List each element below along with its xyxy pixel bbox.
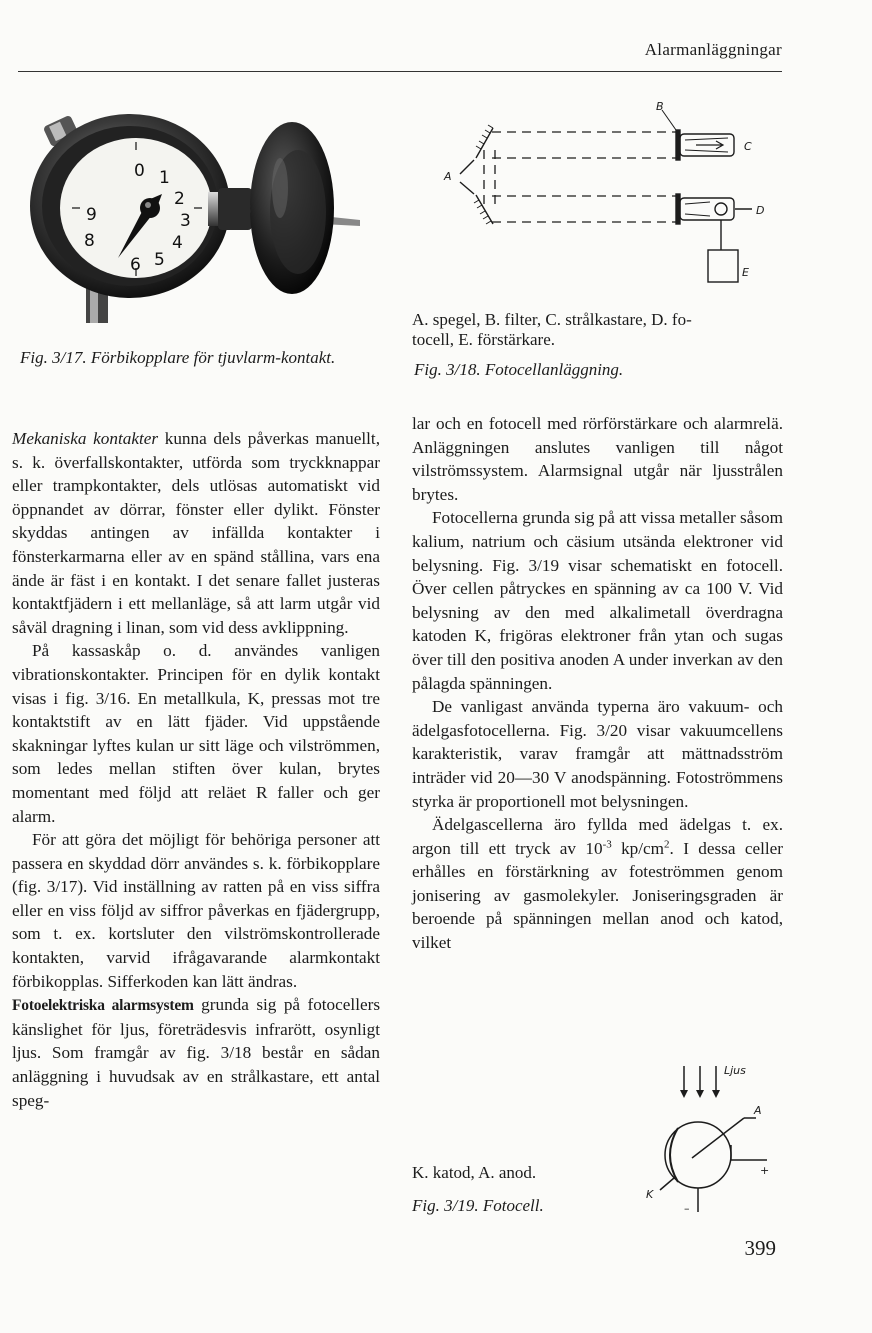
amplifier-e	[708, 250, 738, 282]
adelgas-text-2: . I dessa celler erhålles en förstärkning av foteströmmen genom jonisering av gasmolekyler. Joniseringsgraden är beroende på spänningen mellan anod och katod, vilket	[412, 838, 783, 953]
label-plus: +	[760, 1164, 770, 1177]
running-header: Alarmanläggningar	[644, 40, 782, 59]
term-mekaniska: Mekaniska kontakter	[12, 429, 159, 448]
dial-number-9: 9	[86, 205, 97, 225]
label-c: C	[744, 140, 752, 153]
term-fotoelektriska: Fotoelektriska alarmsystem	[12, 997, 194, 1015]
bypass-switch-illustration	[22, 108, 370, 328]
dial-number-6: 6	[130, 255, 141, 275]
dial-number-3: 3	[180, 211, 191, 231]
dial-number-2: 2	[174, 189, 185, 209]
figure-3-17-photo	[22, 108, 370, 328]
dial-number-1: 1	[159, 168, 170, 188]
dial-number-5: 5	[154, 250, 165, 270]
label-b: B	[656, 100, 664, 113]
paragraph-mekaniska-text: kunna dels påverkas manuellt, s. k. överfallskontakter, utförda som tryckknappar eller trampkontakter, dels utlösas automatiskt vid öppnandet av dörrar, fönster eller dylikt. Fönster skyddas antingen av infällda kontakter i fönsterkarmarna eller av en spänd stållina, vars ena ände är fäst i en kontakt. I det senare fallet justeras kontaktfjädern i ett mellanläge, så att larm utgår vid såväl dragning i linan, som vid dess avklippning.	[12, 429, 380, 637]
figure-3-19-legend: K. katod, A. anod.	[412, 1163, 537, 1182]
label-d: D	[756, 204, 765, 217]
figure-3-19-caption: Fig. 3/19. Fotocell.	[412, 1196, 544, 1215]
legend-line-2: tocell, E. förstärkare.	[412, 330, 556, 349]
figure-3-18-legend	[412, 310, 784, 350]
anode	[692, 1118, 744, 1158]
label-e: E	[742, 266, 749, 279]
label-ljus: Ljus	[724, 1064, 746, 1077]
figure-3-18-diagram	[440, 100, 780, 300]
label-cathode-k: K	[646, 1188, 654, 1201]
paragraph-fotoelektriska	[12, 993, 380, 1112]
dial-number-8: 8	[84, 231, 95, 251]
label-minus: –	[684, 1202, 690, 1215]
light-arrows	[684, 1066, 716, 1092]
dial-number-4: 4	[172, 233, 183, 253]
paragraph-speglar: lar och en fotocell med rörförstärkare och alarmrelä. Anläggningen anslutes vanligen till något vilströmssystem. Alarmsignal utgår när ljusstrålen brytes.	[412, 414, 783, 504]
label-anode-a: A	[754, 1104, 762, 1117]
paragraph-fotocellerna: Fotocellerna grunda sig på att vissa metaller såsom kalium, natrium och cäsium utsända elektroner vid belysning. Fig. 3/19 visar schematiskt en fotocell. Över cellen påtryckes en spänning av ca 100 V. Vid belysning av den med alkalimetall överdragna katoden K, frigöras elektroner från ytan och sugas över till den positiva anoden A under inverkan av den pålagda spänningen.	[412, 508, 783, 693]
adelgas-unit: kp/cm	[611, 838, 665, 858]
paragraph-adelgas	[412, 813, 783, 955]
paragraph-mekaniska	[12, 427, 380, 639]
paragraph-fotoelektriska-text: grunda sig på fotocellers känslighet för ljus, företrädesvis infrarött, osynligt ljus. Som framgår av fig. 3/18 består en sådan anläggning i huvudsak av en strålkastare, ett antal speg-	[12, 995, 381, 1110]
paragraph-vanligast: De vanligast använda typerna äro vakuum- och ädelgasfotocellerna. Fig. 3/20 visar vakuumcellens karakteristik, varav framgår att mättnadsström inträder vid 20—30 V anodspänning. Fotoströmmens styrka är proportionell mot belysningen.	[412, 697, 783, 811]
paragraph-forbikopplare: För att göra det möjligt för behöriga personer att passera en skyddad dörr användes s. k. förbikopplare (fig. 3/17). Vid inställning av ratten på en viss siffra eller en viss följd av siffror påverkas en fjädergrupp, som t. ex. kortsluter den vilströmskontrollerade kontakten, varvid ifrågavarande alarmkontakt förbikopplas. Sifferkoden kan lätt ändras.	[12, 830, 380, 991]
header-rule	[18, 71, 782, 72]
figure-3-19-diagram	[632, 1050, 782, 1220]
exponent-2: 2	[664, 837, 670, 850]
dial-number-0: 0	[134, 161, 145, 181]
label-a: A	[444, 170, 452, 183]
photocell-bulb	[715, 203, 727, 215]
page-number: 399	[744, 1236, 776, 1260]
left-column	[12, 427, 380, 1112]
figure-3-17-caption: Fig. 3/17. Förbikopplare för tjuvlarm-kontakt.	[20, 348, 336, 367]
adelgas-text-1: Ädelgascellerna äro fyllda med ädelgas t. ex. argon till ett tryck av 10	[412, 815, 783, 858]
right-column	[412, 412, 783, 955]
legend-line-1: A. spegel, B. filter, C. strålkastare, D. fo-	[412, 310, 692, 329]
figure-3-18-caption: Fig. 3/18. Fotocellanläggning.	[414, 360, 624, 379]
photocell-d	[680, 198, 734, 220]
paragraph-kassaskap: På kassaskåp o. d. användes vanligen vibrationskontakter. Principen för en dylik kontakt visas i fig. 3/16. En metallkula, K, pressas mot tre kontaktstift av en lätt fjäder. Vid uppstående skakningar lyftes kulan ur sitt läge och vilströmmen, som ledes mellan stiften över kulan, brytes momentant med följd att reläet R faller och ger alarm.	[12, 641, 380, 826]
exponent-neg3: -3	[602, 837, 612, 850]
